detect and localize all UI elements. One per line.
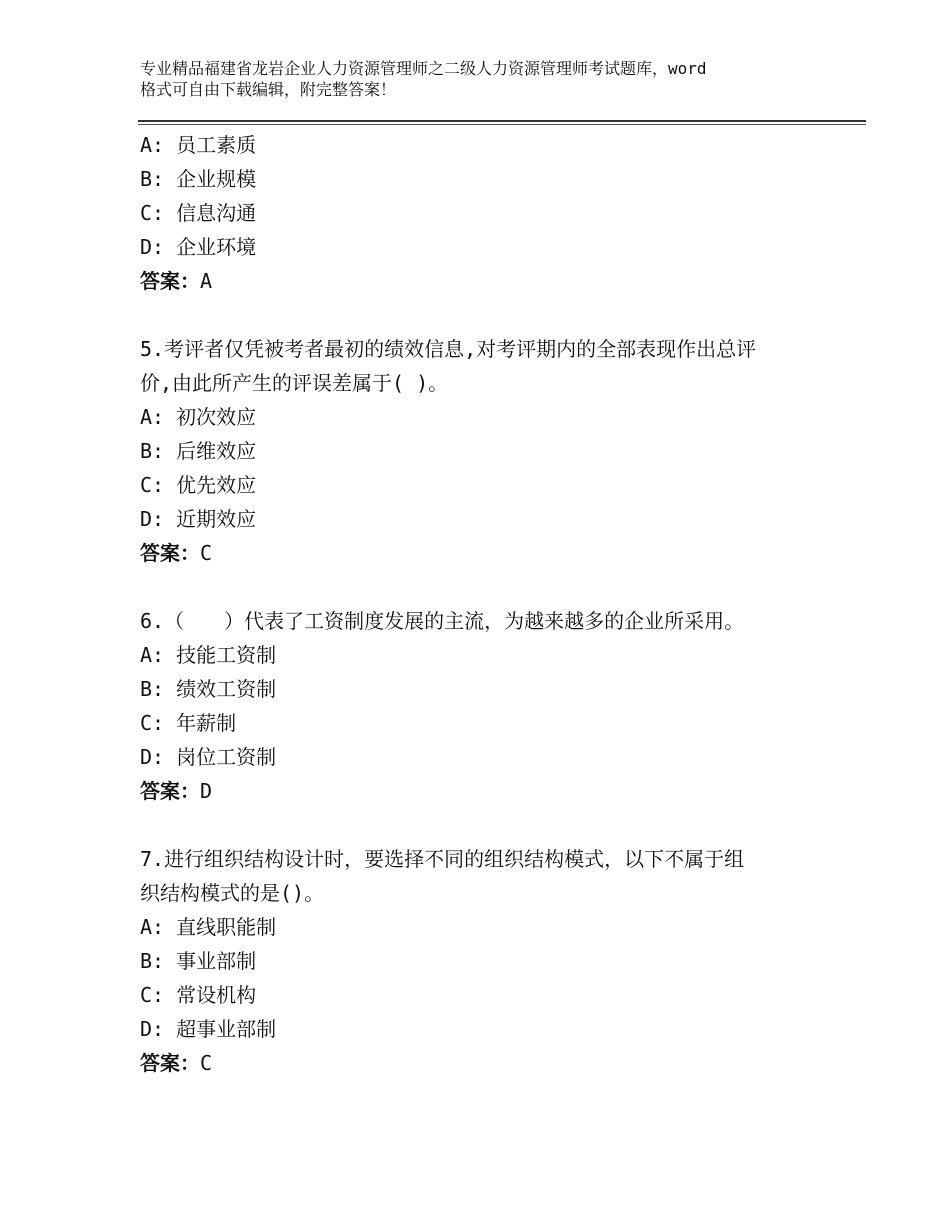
answer-label: 答案： (140, 541, 200, 565)
option-a: A: 技能工资制 (140, 643, 277, 667)
option-d: D: 岗位工资制 (140, 745, 277, 769)
option-a: A: 初次效应 (140, 405, 257, 429)
option-b: B: 企业规模 (140, 167, 257, 191)
document-header (140, 58, 820, 100)
header-divider (138, 120, 866, 125)
header-line-1: 专业精品福建省龙岩企业人力资源管理师之二级人力资源管理师考试题库，word (140, 59, 707, 78)
answer-label: 答案： (140, 269, 200, 293)
answer-line (140, 774, 840, 808)
question-text: 5.考评者仅凭被考者最初的绩效信息,对考评期内的全部表现作出总评 (140, 337, 757, 361)
question-7 (140, 842, 840, 1080)
question-6 (140, 604, 840, 808)
answer-value: D (200, 779, 213, 803)
question-text: 6.（ ）代表了工资制度发展的主流，为越来越多的企业所采用。 (140, 609, 745, 633)
answer-line (140, 264, 840, 298)
option-b: B: 事业部制 (140, 949, 257, 973)
question-5 (140, 332, 840, 570)
option-c: C: 优先效应 (140, 473, 257, 497)
answer-line (140, 1046, 840, 1080)
option-b: B: 后维效应 (140, 439, 257, 463)
option-d: D: 近期效应 (140, 507, 257, 531)
answer-label: 答案： (140, 779, 200, 803)
option-c: C: 常设机构 (140, 983, 257, 1007)
option-d: D: 超事业部制 (140, 1017, 277, 1041)
question-text: 7.进行组织结构设计时，要选择不同的组织结构模式，以下不属于组 (140, 847, 745, 871)
option-a: A: 直线职能制 (140, 915, 277, 939)
question-4 (140, 128, 840, 298)
option-c: C: 信息沟通 (140, 201, 257, 225)
answer-value: A (200, 269, 213, 293)
answer-value: C (200, 1051, 213, 1075)
option-d: D: 企业环境 (140, 235, 257, 259)
question-text-cont: 价,由此所产生的评误差属于( )。 (140, 371, 449, 395)
option-b: B: 绩效工资制 (140, 677, 277, 701)
header-line-2: 格式可自由下载编辑，附完整答案！ (140, 80, 397, 99)
document-body (140, 128, 840, 1080)
answer-line (140, 536, 840, 570)
question-text-cont: 织结构模式的是()。 (140, 881, 325, 905)
option-c: C: 年薪制 (140, 711, 237, 735)
option-a: A: 员工素质 (140, 133, 257, 157)
answer-value: C (200, 541, 213, 565)
answer-label: 答案： (140, 1051, 200, 1075)
